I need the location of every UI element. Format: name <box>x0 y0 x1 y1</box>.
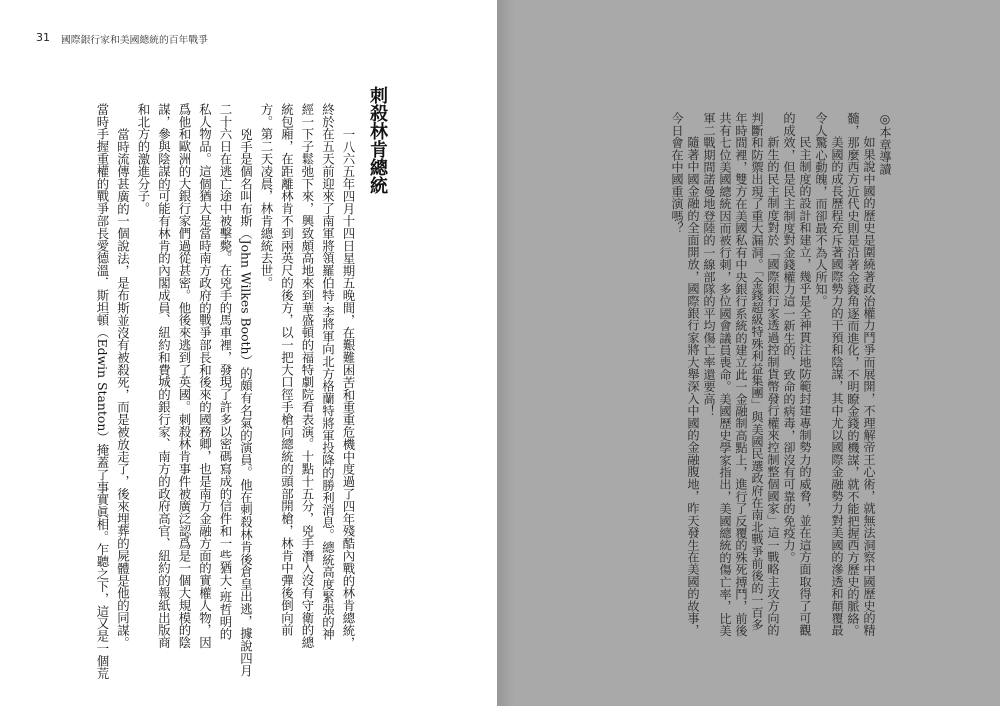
section-heading: ◎本章導讀 <box>878 112 892 175</box>
text-column: 共有七位美國總統因而被行刺，多位國會議員喪命。美國歷史學家指出，美國總統的傷亡率，比美 <box>718 112 732 637</box>
text-column: 謀，參與陰謀的可能有林肯的內閣成員、紐約和費城的銀行家、南方的政府高官、紐約的報紙出版商 <box>156 103 172 649</box>
text-column: 髓，那麼西方近代史則是沿著金錢角逐而進化，不明瞭金錢的機謀，就不能把握西方歷史的脈絡。 <box>846 112 860 637</box>
text-column: 判斷和防禦出現了重大漏洞。「金錢超級特殊利益集團」與美國民選政府在南北戰爭前後的一百多 <box>750 112 764 631</box>
text-column: 經一下子鬆弛下來，興致頗高地來到華盛頓的福特劇院看表演。十點十五分，兇手潛入沒有守衛的總 <box>300 103 315 649</box>
text-column: 今日會在中國重演嗎？ <box>670 112 684 234</box>
text-column: 美國的成長歷程充斥著國際勢力的干預和陰謀，其中尤以國際金融勢力對美國的滲透和顛覆最 <box>830 136 844 637</box>
text-column: 方。第二天凌晨，林肯總統去世。 <box>259 103 274 289</box>
text-column: 當時手握重權的戰爭部長愛德溫．斯坦頓（Edwin Stanton）掩蓋了事實眞相。乍聽之下，這又是一個荒 <box>95 103 110 680</box>
chapter-title: 刺殺林肯總統 <box>367 86 388 194</box>
left-page <box>0 0 497 706</box>
text-column: 統包廂，在距離林肯不到兩英尺的後方，以一把大口徑手槍向總統的頭部開槍，林肯中彈後倒向前 <box>279 103 295 637</box>
page-number: 31 <box>36 31 50 44</box>
text-column: 兇手是個名叫布斯（John Wilkes Booth）的頗有名氣的演員。他在刺殺林肯後倉皇出逃，據說四月 <box>238 127 254 677</box>
text-column: 隨著中國金融的全面開放，國際銀行家將大舉深入中國的金融腹地，昨天發生在美國的故事， <box>686 136 700 637</box>
text-column: 的成效，但是民主制度對金錢權力這一新生的、致命的病毒，卻沒有可靠的免疫力。 <box>782 112 796 564</box>
running-head: 國際銀行家和美國總統的百年戰爭 <box>61 35 208 46</box>
text-column: 年時間裡，雙方在美國私有中央銀行系統的建立此一金融制高點上，進行了反覆的殊死搏鬥，前後 <box>734 112 748 637</box>
text-column: 如果說中國的歷史是圍繞著政治權力鬥爭而展開，不理解帝王心術，就無法洞察中國歷史的精 <box>862 136 876 637</box>
left-body-text <box>91 103 358 680</box>
text-column: 一八六五年四月十四日星期五晚間，在艱難困苦和重重危機中度過了四年殘酷內戰的林肯總統， <box>341 127 356 649</box>
text-column: 爲他和歐洲的大銀行家們過從甚密。他後來逃到了英國。刺殺林肯事件被廣泛認爲是一個大規模的陰 <box>177 103 192 649</box>
chapter-guide-text <box>669 112 893 642</box>
text-column: 和北方的激進分子。 <box>136 103 151 215</box>
text-column: 終於在五天前迎來了南軍將領羅伯特·李將軍向北方格蘭特將軍投降的勝利消息。總統高度緊張的神 <box>320 103 336 641</box>
text-column: 新生的民主制度對於「國際銀行家透過控制貨幣發行權來控制整個國家」這一戰略主攻方向的 <box>766 136 780 637</box>
text-column: 民主制度的設計和建立，幾乎是全神貫注地防範封建專制勢力的威脅，並在這方面取得了可觀 <box>798 136 812 637</box>
text-column: 二十六日在逃亡途中被擊斃。在兇手的馬車裡，發現了許多以密碼寫成的信件和一些猶大·班哲明的 <box>218 103 233 641</box>
text-column: 當時流傳甚廣的一個說法，是布斯並沒有被殺死，而是被放走了，後來埋葬的屍體是他的同謀。 <box>115 127 131 649</box>
text-column: 令人驚心動魄，而卻最不為人所知。 <box>814 112 828 308</box>
text-column: 私人物品。這個猶大是當時南方政府的戰爭部長和後來的國務卿，也是南方金融方面的實權人物，因 <box>197 103 213 649</box>
text-column: 軍二戰期間諾曼地登陸的一線部隊的平均傷亡率還要高！ <box>702 112 716 417</box>
page-gutter-shadow <box>497 0 515 706</box>
